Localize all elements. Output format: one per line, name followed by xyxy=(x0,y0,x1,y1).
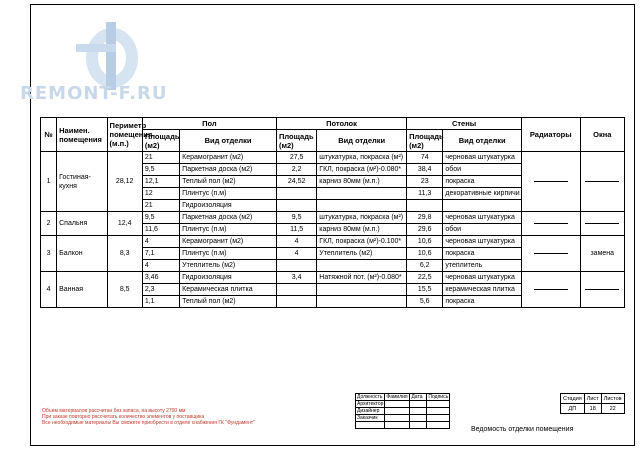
walls-finish: черновая штукатурка xyxy=(443,272,522,284)
walls-area: 38,4 xyxy=(407,164,443,176)
stamp-role: Архитектор xyxy=(357,400,384,407)
col-num: № xyxy=(41,118,57,152)
sheets-value: 22 xyxy=(601,404,624,414)
walls-finish: покраска xyxy=(443,248,522,260)
blank-line xyxy=(585,181,619,182)
ceiling-finish xyxy=(317,296,407,308)
sheet-value: 18 xyxy=(584,404,601,414)
col-radiators: Радиаторы xyxy=(522,118,580,152)
walls-area: 10,6 xyxy=(407,248,443,260)
ceiling-area: 11,5 xyxy=(276,224,316,236)
ceiling-finish: Натяжной пот. (м²)-0.080* xyxy=(317,272,407,284)
title-block xyxy=(355,393,635,446)
floor-finish: Паркетная доска (м2) xyxy=(180,164,277,176)
floor-area: 3,46 xyxy=(142,272,179,284)
room-num: 4 xyxy=(41,272,57,308)
floor-finish: Гидроизоляция xyxy=(180,200,277,212)
room-perimeter: 8,3 xyxy=(107,236,142,272)
ceiling-area xyxy=(276,260,316,272)
floor-finish: Утеплитель (м2) xyxy=(180,260,277,272)
stamp-header-cell: Фамилия xyxy=(385,394,410,401)
radiator-cell xyxy=(522,152,580,212)
walls-area xyxy=(407,200,443,212)
floor-area-header: Площадь (м2) xyxy=(142,130,179,152)
room-name: Гостиная-кухня xyxy=(57,152,107,212)
stage-label: Стадия xyxy=(561,394,585,404)
floor-finish: Паркетная доска (м2) xyxy=(180,212,277,224)
walls-finish xyxy=(443,200,522,212)
ceiling-area: 4 xyxy=(276,248,316,260)
col-perimeter: Периметр помещения (м.п.) xyxy=(107,118,142,152)
ceiling-finish xyxy=(317,260,407,272)
note-line: При заказе повторно рассчитать количество элементов у поставщика xyxy=(42,414,205,420)
ceiling-area xyxy=(276,284,316,296)
ceiling-finish xyxy=(317,188,407,200)
window-cell xyxy=(580,152,624,212)
stamp-header-cell: Должность xyxy=(356,394,385,401)
walls-finish: черновая штукатурка xyxy=(443,236,522,248)
radiator-cell xyxy=(522,272,580,308)
walls-finish: покраска xyxy=(443,176,522,188)
floor-finish-header: Вид отделки xyxy=(180,130,277,152)
walls-finish: черновая штукатурка xyxy=(443,212,522,224)
ceiling-area-header: Площадь (м2) xyxy=(276,130,316,152)
window-cell: замена xyxy=(580,236,624,272)
floor-finish: Керамогранит (м2) xyxy=(180,152,277,164)
walls-finish: декоративные кирпичи xyxy=(443,188,522,200)
walls-finish-header: Вид отделки xyxy=(443,130,522,152)
walls-finish: черновая штукатурка xyxy=(443,152,522,164)
table-row xyxy=(41,152,625,164)
ceiling-finish: штукатурка, покраска (м²) xyxy=(317,152,407,164)
room-name: Балкон xyxy=(57,236,107,272)
blank-line xyxy=(534,181,568,182)
floor-area: 21 xyxy=(142,200,179,212)
floor-area: 4 xyxy=(142,236,179,248)
stamp-signatures xyxy=(355,393,450,429)
floor-finish: Плинтус (п.м) xyxy=(180,188,277,200)
room-perimeter: 8,5 xyxy=(107,272,142,308)
finishing-table xyxy=(40,117,625,308)
note-line: Все необходимые материалы Вы сможете приобрести в отделе снабжения ГК "Фундамент" xyxy=(42,420,255,426)
floor-area: 9,5 xyxy=(142,164,179,176)
col-floor: Пол xyxy=(142,118,276,130)
floor-finish: Гидроизоляция xyxy=(180,272,277,284)
room-name: Ванная xyxy=(57,272,107,308)
walls-finish: покраска xyxy=(443,296,522,308)
col-walls: Стены xyxy=(407,118,522,130)
walls-area: 11,3 xyxy=(407,188,443,200)
blank-line xyxy=(534,253,568,254)
sheet-label: Лист xyxy=(584,394,601,404)
notes xyxy=(42,408,255,426)
blank-line xyxy=(585,223,619,224)
ceiling-area: 3,4 xyxy=(276,272,316,284)
ceiling-finish: карниз 80мм (м.п.) xyxy=(317,224,407,236)
ceiling-finish: Утеплитель (м2) xyxy=(317,248,407,260)
floor-area: 4 xyxy=(142,260,179,272)
ceiling-finish: штукатурка, покраска (м²) xyxy=(317,212,407,224)
col-name: Наимен. помещения xyxy=(57,118,107,152)
sheets-label: Листов xyxy=(601,394,624,404)
walls-finish: обои xyxy=(443,164,522,176)
blank-line xyxy=(534,223,568,224)
floor-finish: Плинтус (п.м) xyxy=(180,224,277,236)
floor-finish: Плинтус (п.м) xyxy=(180,248,277,260)
floor-finish: Теплый пол (м2) xyxy=(180,296,277,308)
walls-area: 74 xyxy=(407,152,443,164)
room-num: 2 xyxy=(41,212,57,236)
floor-area: 2,3 xyxy=(142,284,179,296)
table-row xyxy=(41,236,625,248)
floor-area: 9,5 xyxy=(142,212,179,224)
walls-finish: керамическая плитка xyxy=(443,284,522,296)
ceiling-finish-header: Вид отделки xyxy=(317,130,407,152)
ceiling-finish: ГКЛ, покраска (м²)-0.080* xyxy=(317,164,407,176)
floor-area: 7,1 xyxy=(142,248,179,260)
stamp-header-cell: Дата xyxy=(410,394,427,401)
room-name: Спальня xyxy=(57,212,107,236)
ceiling-area xyxy=(276,188,316,200)
room-num: 3 xyxy=(41,236,57,272)
radiator-cell xyxy=(522,236,580,272)
walls-area: 6,2 xyxy=(407,260,443,272)
floor-area: 11,6 xyxy=(142,224,179,236)
walls-area: 15,5 xyxy=(407,284,443,296)
col-ceiling: Потолок xyxy=(276,118,406,130)
ceiling-finish: ГКЛ, покраска (м²)-0.100* xyxy=(317,236,407,248)
floor-area: 1,1 xyxy=(142,296,179,308)
floor-finish: Керамическая плитка xyxy=(180,284,277,296)
walls-finish: обои xyxy=(443,224,522,236)
ceiling-area: 27,5 xyxy=(276,152,316,164)
ceiling-area xyxy=(276,296,316,308)
floor-area: 12 xyxy=(142,188,179,200)
note-line: Объем материалов рассчитан без запаса, на высоту 2700 мм xyxy=(42,408,186,414)
walls-area: 23 xyxy=(407,176,443,188)
radiator-cell xyxy=(522,212,580,236)
floor-area: 21 xyxy=(142,152,179,164)
ceiling-area xyxy=(276,200,316,212)
stamp-header-cell: Подпись xyxy=(428,393,449,400)
stamp-role: Дизайнер xyxy=(356,408,385,415)
window-cell xyxy=(580,272,624,308)
stamp-title: Ведомость отделки помещения xyxy=(471,426,574,433)
stamp-role: Заказчик xyxy=(356,415,385,422)
logo-text: REMONT-F.RU xyxy=(20,83,168,104)
floor-finish: Теплый пол (м2) xyxy=(180,176,277,188)
walls-area-header: Площадь (м2) xyxy=(407,130,443,152)
walls-area: 5,6 xyxy=(407,296,443,308)
ceiling-finish xyxy=(317,200,407,212)
ceiling-finish: карниз 80мм (м.п.) xyxy=(317,176,407,188)
table-row xyxy=(41,212,625,224)
walls-area: 22,5 xyxy=(407,272,443,284)
table-row xyxy=(41,272,625,284)
room-perimeter: 12,4 xyxy=(107,212,142,236)
ceiling-area: 9,5 xyxy=(276,212,316,224)
room-perimeter: 28,12 xyxy=(107,152,142,212)
walls-area: 10,6 xyxy=(407,236,443,248)
floor-area: 12,1 xyxy=(142,176,179,188)
col-windows: Окна xyxy=(580,118,624,152)
walls-finish: утеплитель xyxy=(443,260,522,272)
sheet-info xyxy=(560,393,625,414)
ceiling-area: 2,2 xyxy=(276,164,316,176)
ceiling-finish xyxy=(317,284,407,296)
ceiling-area: 24,52 xyxy=(276,176,316,188)
stage-value: ДП xyxy=(561,404,585,414)
ceiling-area: 4 xyxy=(276,236,316,248)
room-num: 1 xyxy=(41,152,57,212)
blank-line xyxy=(585,289,619,290)
walls-area: 29,6 xyxy=(407,224,443,236)
blank-line xyxy=(534,289,568,290)
window-cell xyxy=(580,212,624,236)
walls-area: 29,8 xyxy=(407,212,443,224)
floor-finish: Керамогранит (м2) xyxy=(180,236,277,248)
